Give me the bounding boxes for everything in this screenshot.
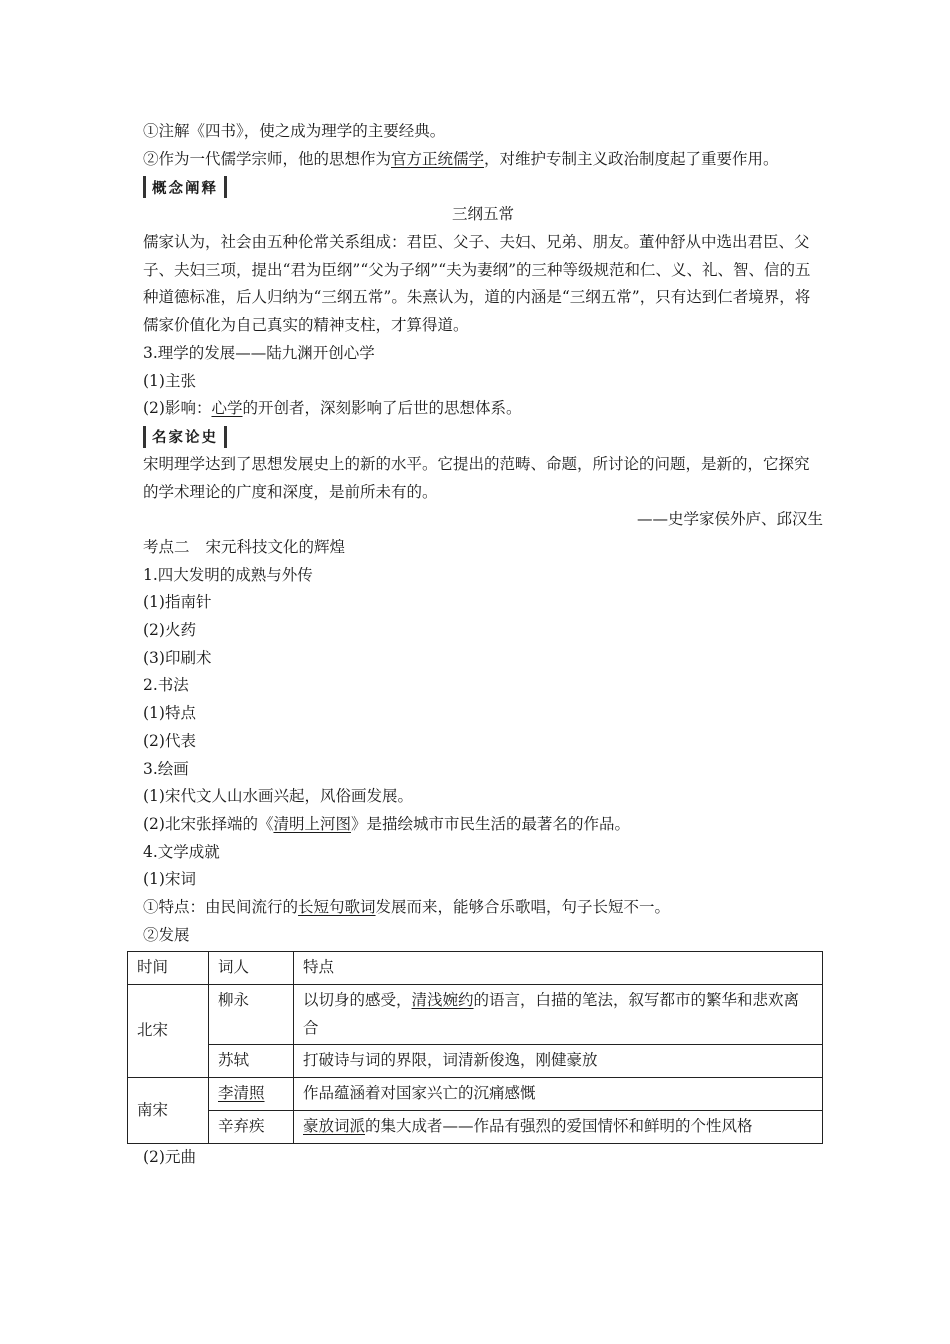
outline-s4a: (1)宋词 — [143, 870, 196, 889]
underlined-term: 清明上河图 — [273, 814, 351, 833]
concept-body: 儒家认为，社会由五种伦常关系组成：君臣、父子、夫妇、兄弟、朋友。董仲舒从中选出君臣、父子、夫妇三项，提出“君为臣纲”“父为子纲”“夫为妻纲”的三种等级规范和仁、义、礼、智、信的五种道德标准，后人归纳为“三纲五常”。朱熹认为，道的内涵是“三纲五常”，只有达到仁者境界，将儒家价值化为自己真实的精神支柱，才算得道。 — [143, 233, 811, 335]
outline-s3a: (1)宋代文人山水画兴起，风俗画发展。 — [143, 787, 413, 806]
kaodian-number: 考点二 — [143, 538, 190, 557]
famous-tag: 名家论史 — [143, 426, 227, 448]
underlined-term: 豪放词派 — [303, 1116, 366, 1135]
underlined-term: 官方正统儒学 — [391, 149, 485, 168]
document-page — [137, 118, 823, 1171]
table-row — [128, 985, 823, 1045]
outline-s3b — [143, 811, 823, 839]
table-header-row — [128, 952, 823, 985]
outline-s2b: (2)代表 — [143, 731, 196, 750]
text-segment: ①特点：由民间流行的 — [143, 897, 299, 916]
text-segment: 的语言，白描的笔法，叙写都市的繁华和悲欢离合 — [303, 991, 800, 1037]
outline-s4: 4.文学成就 — [143, 842, 220, 861]
section3-heading: 3.理学的发展——陆九渊开创心学 — [143, 343, 375, 362]
underlined-term: 清浅婉约 — [411, 991, 474, 1010]
underlined-term: 长短句歌词 — [298, 897, 376, 916]
concept-title: 三纲五常 — [451, 205, 514, 224]
outline-s4a2: ②发展 — [143, 925, 190, 944]
concept-tag: 概念阐释 — [143, 176, 227, 198]
poet-cell — [209, 1078, 294, 1111]
outline-s4a1 — [143, 894, 823, 922]
table-header: 词人 — [209, 952, 294, 985]
table-header: 时间 — [128, 952, 209, 985]
outline-s1a: (1)指南针 — [143, 593, 212, 612]
section3-item2 — [143, 395, 823, 423]
kaodian-heading — [143, 534, 823, 562]
song-ci-table — [127, 951, 823, 1143]
poet-cell: 柳永 — [209, 985, 294, 1045]
underlined-term: 心学 — [211, 399, 243, 418]
section3-item1: (1)主张 — [143, 371, 196, 390]
period-cell: 北宋 — [128, 985, 209, 1078]
text-segment: 》是描绘城市市民生活的最著名的作品。 — [350, 814, 630, 833]
text-segment: 发展而来，能够合乐歌唱，句子长短不一。 — [375, 897, 671, 916]
feature-cell: 打破诗与词的界限，词清新俊逸，刚健豪放 — [294, 1045, 823, 1078]
text-segment: (2)北宋张择端的《 — [143, 814, 274, 833]
text-segment: 的开创者，深刻影响了后世的思想体系。 — [242, 399, 522, 418]
feature-cell — [294, 985, 823, 1045]
poet-cell: 辛弃疾 — [209, 1110, 294, 1143]
outline-s1: 1.四大发明的成熟与外传 — [143, 565, 313, 584]
outline-s2: 2.书法 — [143, 676, 189, 695]
text-segment: 的集大成者——作品有强烈的爱国情怀和鲜明的个性风格 — [365, 1116, 753, 1135]
line-confucian-master — [143, 146, 823, 174]
text-segment: (2)影响： — [143, 399, 212, 418]
outline-s1b: (2)火药 — [143, 621, 196, 640]
text-segment: 以切身的感受， — [303, 991, 412, 1010]
underlined-term: 李清照 — [218, 1084, 265, 1103]
famous-source: ——史学家侯外庐、邱汉生 — [636, 510, 823, 529]
text-segment: ②作为一代儒学宗师，他的思想作为 — [143, 149, 392, 168]
kaodian-title: 宋元科技文化的辉煌 — [205, 538, 346, 557]
outline-s3: 3.绘画 — [143, 759, 189, 778]
table-row — [128, 1045, 823, 1078]
table-row — [128, 1078, 823, 1111]
text-segment: ，对维护专制主义政治制度起了重要作用。 — [484, 149, 779, 168]
outline-s4b: (2)元曲 — [143, 1147, 196, 1166]
outline-s2a: (1)特点 — [143, 704, 196, 723]
feature-cell — [294, 1110, 823, 1143]
outline-s1c: (3)印刷术 — [143, 648, 212, 667]
period-cell: 南宋 — [128, 1078, 209, 1143]
poet-cell: 苏轼 — [209, 1045, 294, 1078]
table-row — [128, 1110, 823, 1143]
line-annotate-four-books: ①注解《四书》，使之成为理学的主要经典。 — [143, 122, 446, 140]
table-header: 特点 — [294, 952, 823, 985]
feature-cell: 作品蕴涵着对国家兴亡的沉痛感慨 — [294, 1078, 823, 1111]
famous-body: 宋明理学达到了思想发展史上的新的水平。它提出的范畴、命题，所讨论的问题，是新的，它探究的学术理论的广度和深度，是前所未有的。 — [143, 454, 810, 501]
